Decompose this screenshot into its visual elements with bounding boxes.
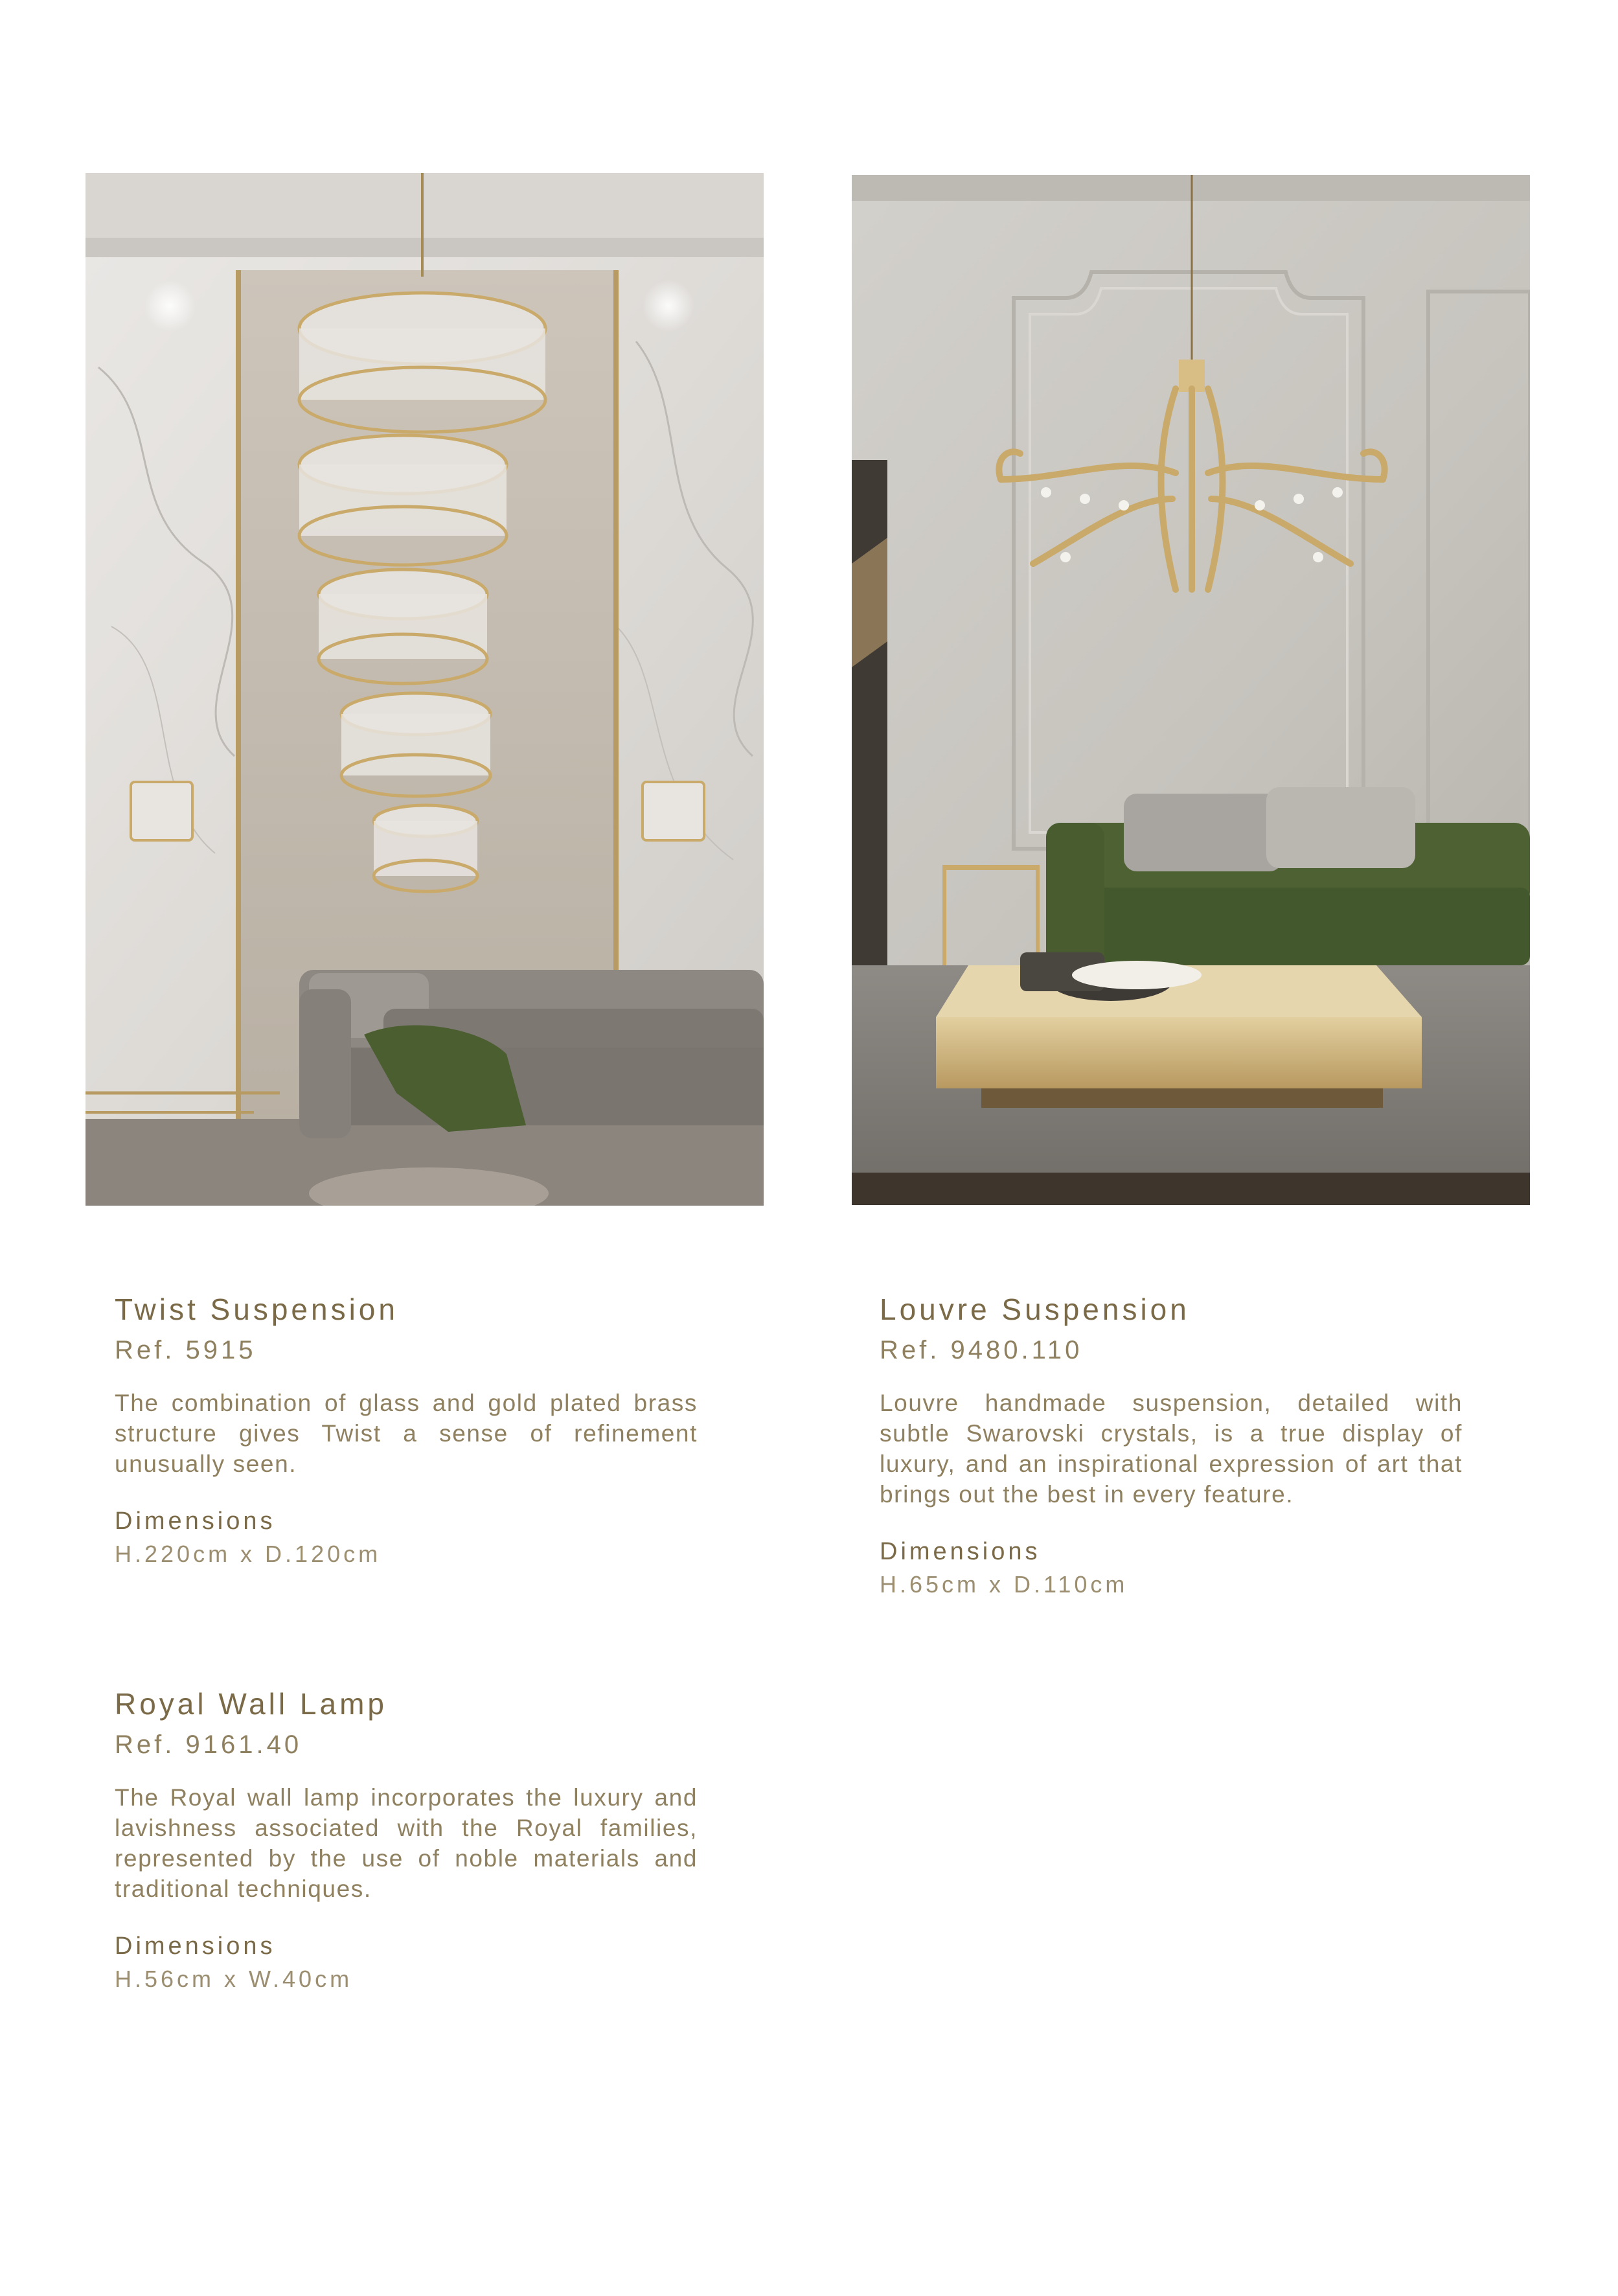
dimensions-value: H.220cm x D.120cm	[115, 1541, 382, 1567]
product-ref: Ref. 9480.110	[880, 1336, 1083, 1364]
product-ref: Ref. 5915	[115, 1336, 256, 1364]
product-louvre-suspension	[880, 1294, 1463, 1596]
product-description: Louvre handmade suspension, detailed with subtle Swarovski crystals, is a true display of luxury, and an inspirational expression of art that brings out the best in every feature.	[880, 1390, 1463, 1508]
product-description: The combination of glass and gold plated brass structure gives Twist a sense of refinement unusually seen.	[115, 1390, 698, 1477]
product-ref: Ref. 9161.40	[115, 1730, 302, 1759]
louvre-interior-photo	[852, 175, 1530, 1205]
dimensions-label: Dimensions	[880, 1538, 1041, 1565]
dimensions-value: H.56cm x W.40cm	[115, 1966, 353, 1992]
product-name: Twist Suspension	[115, 1292, 398, 1326]
product-royal-wall-lamp	[115, 1689, 698, 1991]
product-description: The Royal wall lamp incorporates the luxury and lavishness associated with the Royal families, represented by the use of noble materials and traditional techniques.	[115, 1784, 698, 1902]
product-name: Royal Wall Lamp	[115, 1687, 387, 1721]
product-name: Louvre Suspension	[880, 1292, 1190, 1326]
dimensions-value: H.65cm x D.110cm	[880, 1571, 1128, 1598]
dimensions-label: Dimensions	[115, 1933, 276, 1960]
product-twist-suspension	[115, 1294, 698, 1566]
twist-interior-photo	[85, 173, 764, 1206]
dimensions-label: Dimensions	[115, 1508, 276, 1535]
